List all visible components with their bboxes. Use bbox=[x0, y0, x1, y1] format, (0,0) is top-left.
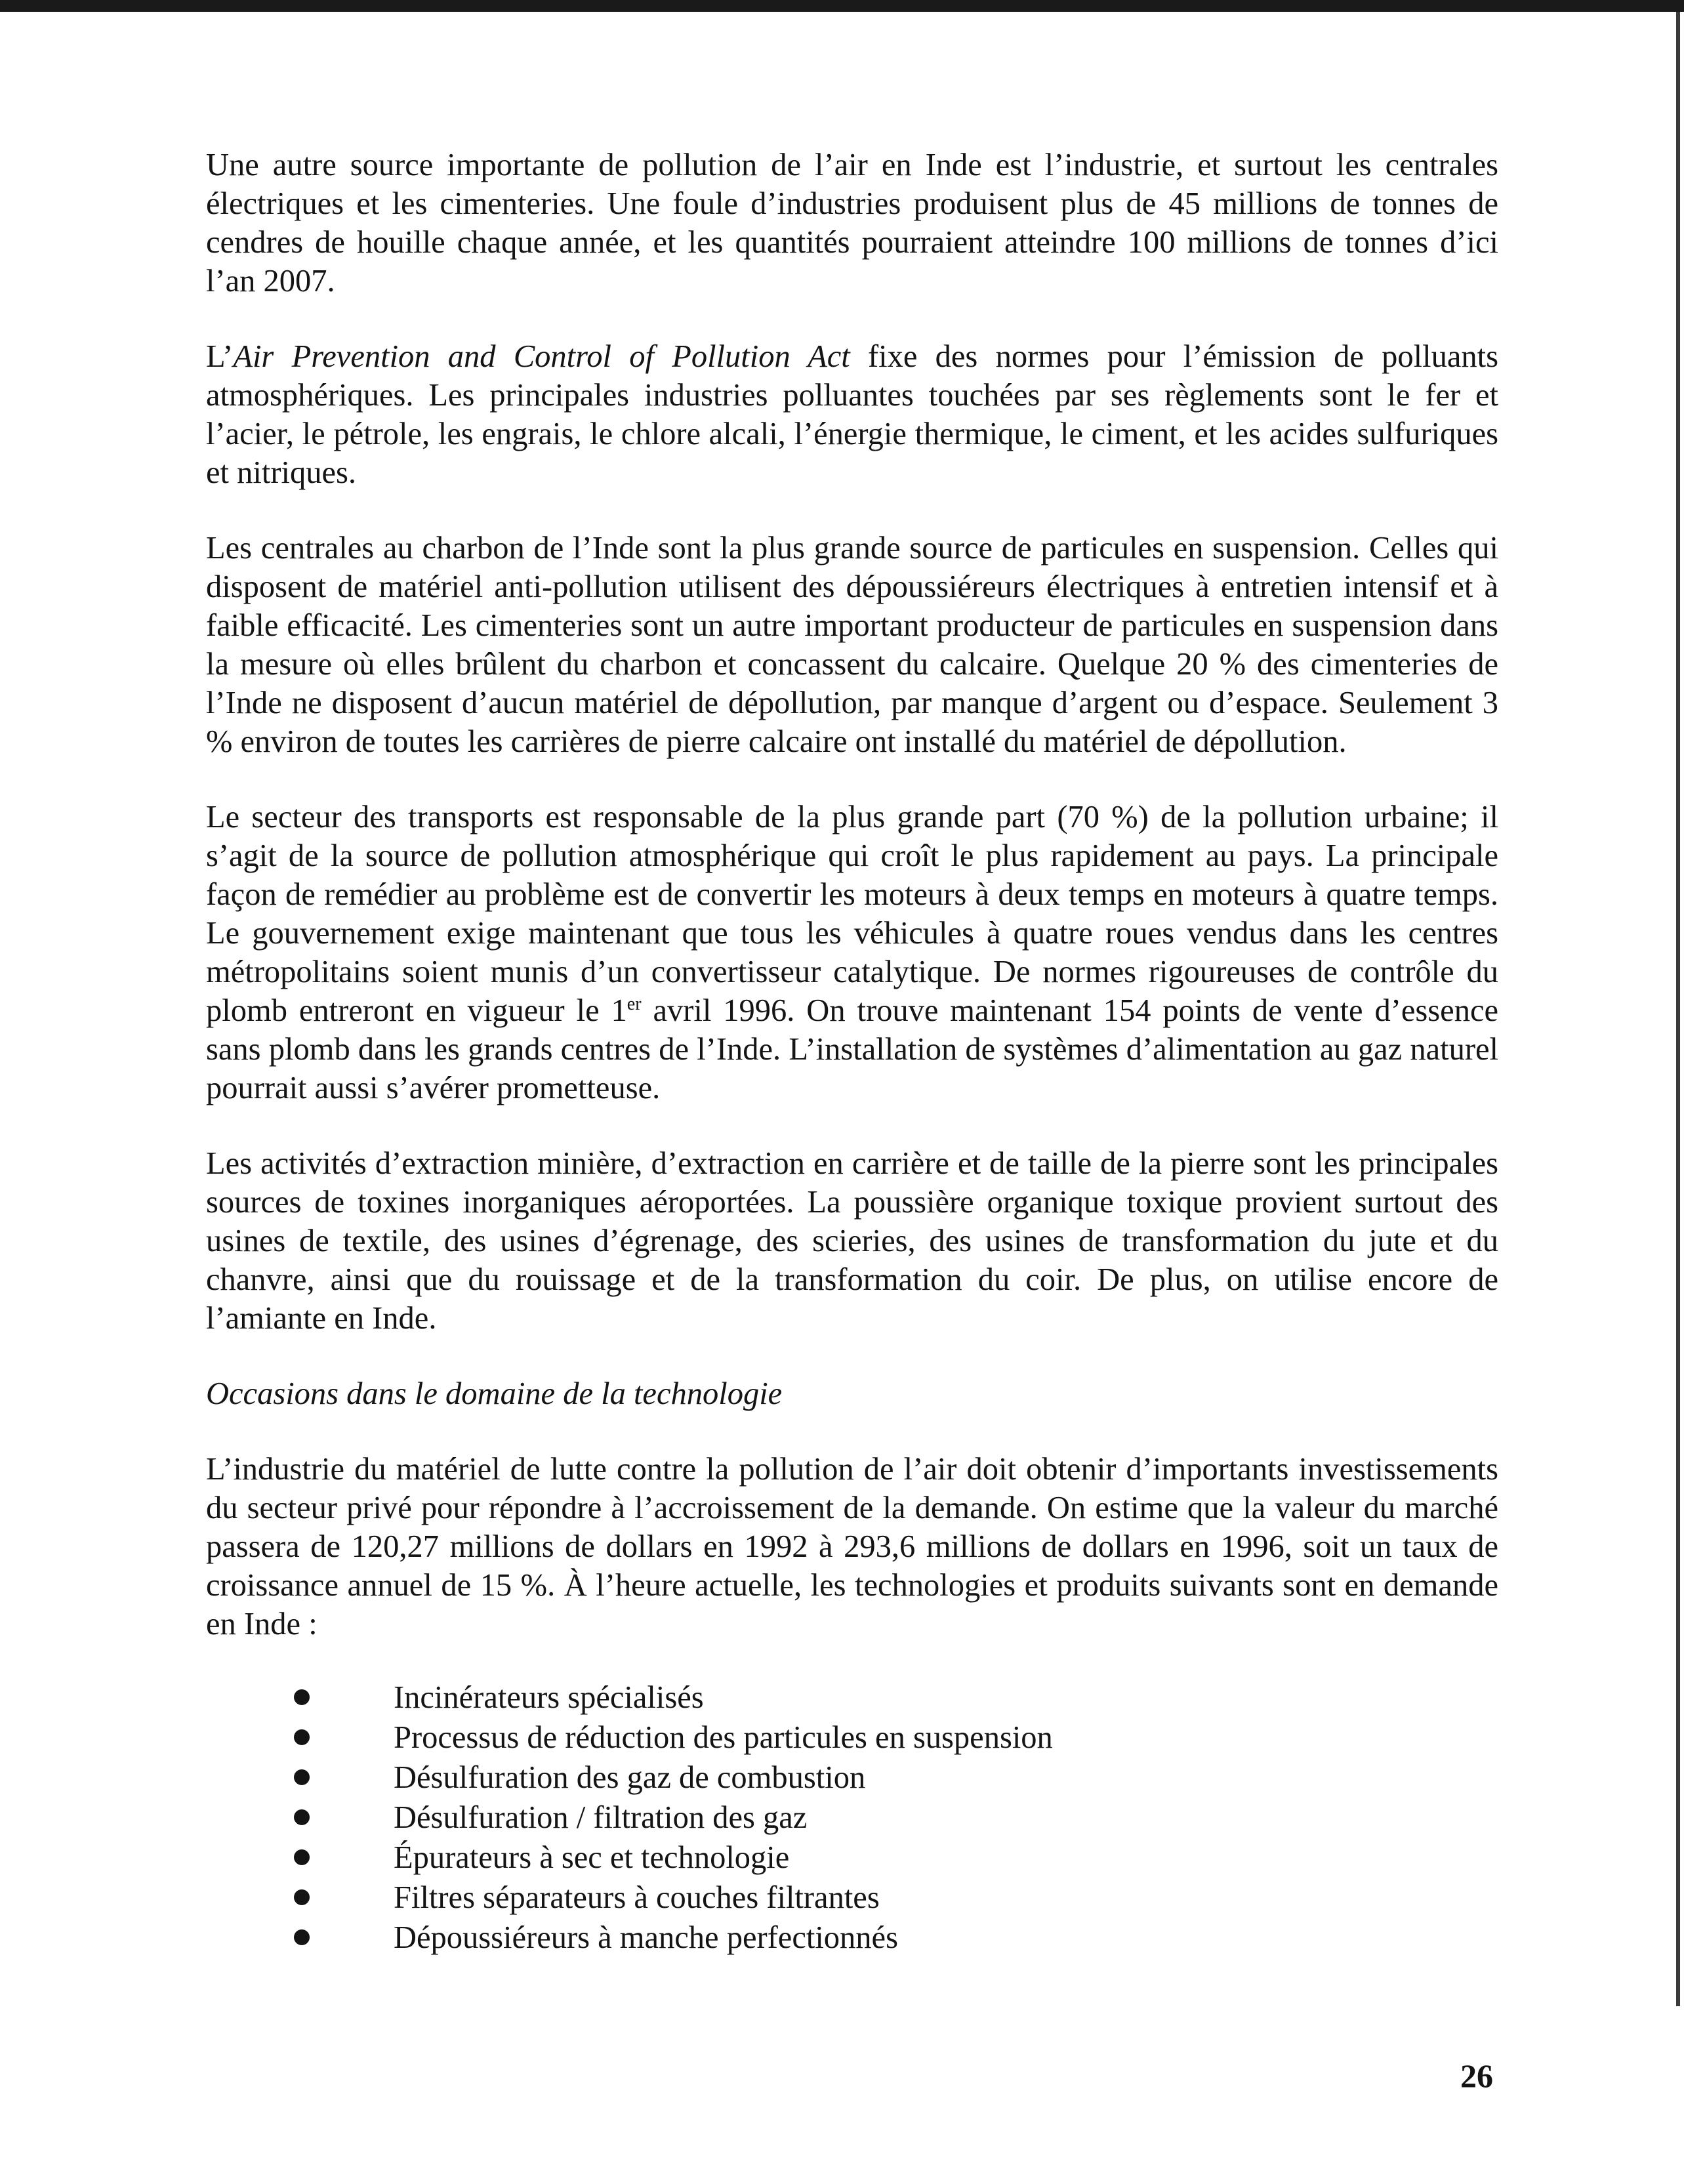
bullet-icon bbox=[294, 1729, 310, 1745]
list-item-label: Dépoussiéreurs à manche perfectionnés bbox=[394, 1920, 898, 1955]
list-item-label: Filtres séparateurs à couches filtrantes bbox=[394, 1880, 880, 1915]
paragraph-transport-part-b: avril 1996. On trouve maintenant 154 points de vente d’essence sans plomb dans les grands centres de l’Inde. L’installation de systèmes d’alimentation au gaz naturel pourrait aussi s’avérer prometteuse. bbox=[206, 993, 1499, 1105]
superscript-er: er bbox=[626, 993, 642, 1014]
bullet-icon bbox=[294, 1849, 310, 1865]
paragraph-transport bbox=[206, 798, 1498, 1107]
paragraph-air-act-lead: L’ bbox=[206, 339, 234, 374]
list-item bbox=[206, 1838, 1498, 1878]
paragraph-market: L’industrie du matériel de lutte contre la pollution de l’air doit obtenir d’importants investissements du secteur privé pour répondre à l’accroissement de la demande. On estime que la valeur du marché passera de 120,27 millions de dollars en 1992 à 293,6 millions de dollars en 1996, soit un taux de croissance annuel de 15 %. À l’heure actuelle, les technologies et produits suivants sont en demande en Inde : bbox=[206, 1452, 1498, 1641]
technology-list bbox=[206, 1678, 1498, 1958]
bullet-icon bbox=[294, 1929, 310, 1945]
list-item-label: Désulfuration / filtration des gaz bbox=[394, 1800, 808, 1835]
right-border-line bbox=[1676, 12, 1680, 2006]
paragraph-mining: Les activités d’extraction minière, d’extraction en carrière et de taille de la pierre sont les principales sources de toxines inorganiques aéroportées. La poussière organique toxique provient surtout des usines de textile, des usines d’égrenage, des scieries, des usines de transformation du jute et du chanvre, ainsi que du rouissage et de la transformation du coir. De plus, on utilise encore de l’amiante en Inde. bbox=[206, 1146, 1498, 1336]
paragraph-industry-pollution: Une autre source importante de pollution de l’air en Inde est l’industrie, et surtout les centrales électriques et les cimenteries. Une foule d’industries produisent plus de 45 millions de tonnes de cendres de houille chaque année, et les quantités pourraient atteindre 100 millions de tonnes d’ici l’an 2007. bbox=[206, 148, 1498, 299]
list-item-label: Incinérateurs spécialisés bbox=[394, 1680, 704, 1715]
list-item bbox=[206, 1918, 1498, 1958]
list-item bbox=[206, 1878, 1498, 1918]
paragraph-air-act-rest: fixe des normes pour l’émission de polluants atmosphériques. Les principales industries polluantes touchées par ses règlements sont le fer et l’acier, le pétrole, les engrais, le chlore alcali, l’énergie thermique, le ciment, et les acides sulfuriques et nitriques. bbox=[206, 339, 1498, 490]
list-item bbox=[206, 1798, 1498, 1838]
paragraph-coal-plants: Les centrales au charbon de l’Inde sont la plus grande source de particules en suspension. Celles qui disposent de matériel anti-pollution utilisent des dépoussiéreurs électriques à entretien intensif et à faible efficacité. Les cimenteries sont un autre important producteur de particules en suspension dans la mesure où elles brûlent du charbon et concassent du calcaire. Quelque 20 % des cimenteries de l’Inde ne disposent d’aucun matériel de dépollution, par manque d’argent ou d’espace. Seulement 3 % environ de toutes les carrières de pierre calcaire ont installé du matériel de dépollution. bbox=[206, 531, 1498, 759]
bullet-icon bbox=[294, 1689, 310, 1705]
paragraph-transport-part-a: Le secteur des transports est responsable de la plus grande part (70 %) de la pollution urbaine; il s’agit de la source de pollution atmosphérique qui croît le plus rapidement au pays. La principale façon de remédier au problème est de convertir les moteurs à deux temps en moteurs à quatre temps. Le gouvernement exige maintenant que tous les véhicules à quatre roues vendus dans les centres métropolitains soient munis d’un convertisseur catalytique. De normes rigoureuses de contrôle du plomb entreront en vigueur le 1 bbox=[206, 800, 1498, 1028]
list-item bbox=[206, 1758, 1498, 1798]
document-body bbox=[206, 146, 1498, 1958]
bullet-icon bbox=[294, 1769, 310, 1785]
top-border-line bbox=[0, 0, 1684, 12]
list-item bbox=[206, 1678, 1498, 1718]
act-title: Air Prevention and Control of Pollution Act bbox=[233, 339, 850, 374]
page-number: 26 bbox=[1460, 2057, 1493, 2094]
list-item bbox=[206, 1718, 1498, 1758]
list-item-label: Désulfuration des gaz de combustion bbox=[394, 1760, 866, 1795]
section-heading: Occasions dans le domaine de la technologie bbox=[206, 1376, 783, 1411]
paragraph-air-act bbox=[206, 337, 1498, 492]
bullet-icon bbox=[294, 1889, 310, 1905]
list-item-label: Processus de réduction des particules en suspension bbox=[394, 1720, 1053, 1755]
list-item-label: Épurateurs à sec et technologie bbox=[394, 1840, 790, 1875]
bullet-icon bbox=[294, 1809, 310, 1825]
